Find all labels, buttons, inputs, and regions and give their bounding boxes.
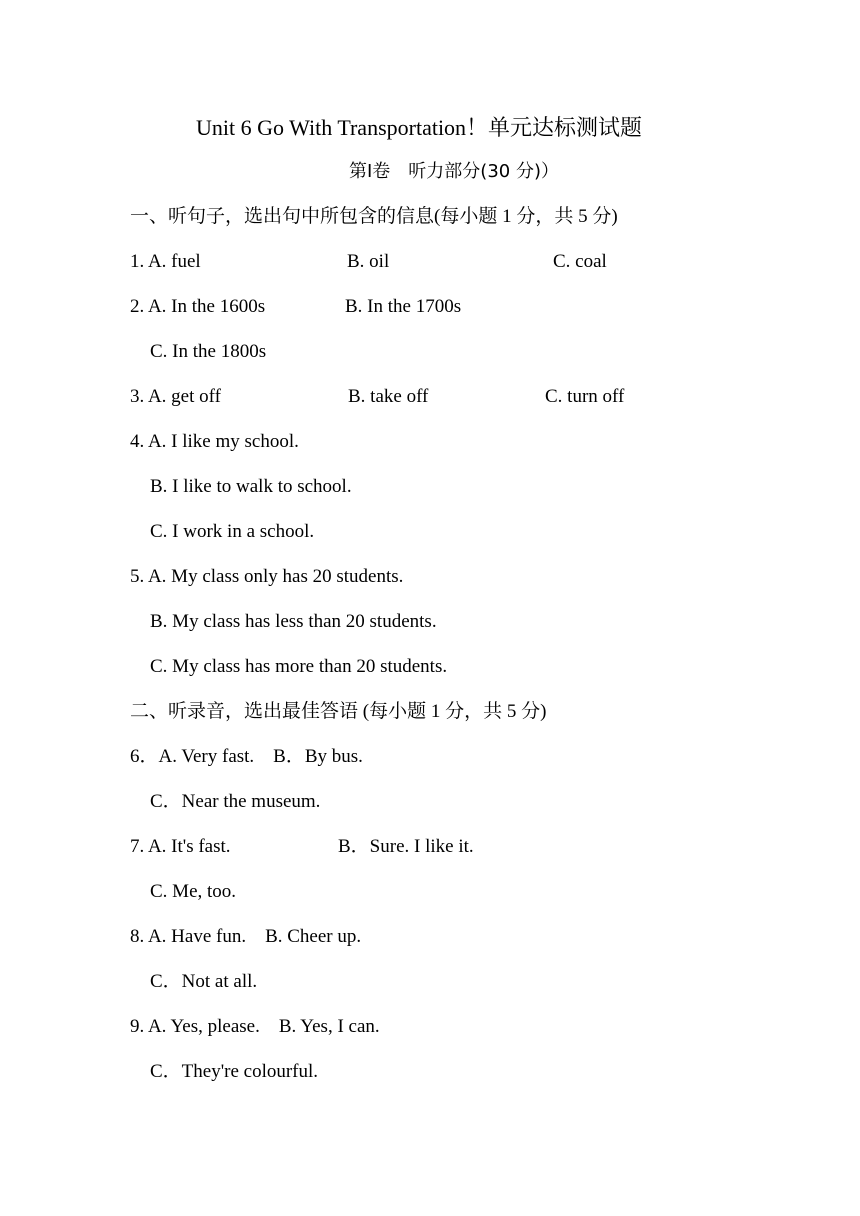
q4-option-a: 4. A. I like my school. [130,431,299,452]
q8-options-ab: 8. A. Have fun. B. Cheer up. [130,926,362,947]
q1-option-a: 1. A. fuel [130,251,201,272]
q6-option-c: C．Near the museum. [150,791,321,812]
q2-option-c: C. In the 1800s [150,341,267,362]
section2-heading: 二、听录音，选出最佳答语 (每小题 1 分，共 5 分) [130,701,547,722]
q7-option-c: C. Me, too. [150,881,237,902]
q3-option-a: 3. A. get off [130,386,221,407]
q5-option-a: 5. A. My class only has 20 students. [130,566,404,587]
q4-option-c: C. I work in a school. [150,521,315,542]
q5-option-c: C. My class has more than 20 students. [150,656,448,677]
q2-option-b: B. In the 1700s [345,296,462,317]
document-title: Unit 6 Go With Transportation！单元达标测试题 [196,115,643,140]
q3-option-c: C. turn off [545,386,625,407]
q1-option-c: C. coal [553,251,607,272]
q9-option-c: C．They're colourful. [150,1061,319,1082]
q7-option-b: B．Sure. I like it. [338,836,474,857]
q7-option-a: 7. A. It's fast. [130,836,231,857]
q1-option-b: B. oil [347,251,390,272]
q4-option-b: B. I like to walk to school. [150,476,352,497]
document-subtitle: 第Ⅰ卷 听力部分(30 分)） [349,161,559,182]
q9-options-ab: 9. A. Yes, please. B. Yes, I can. [130,1016,380,1037]
q8-option-c: C．Not at all. [150,971,258,992]
q2-option-a: 2. A. In the 1600s [130,296,266,317]
q6-options-ab: 6．A. Very fast. B．By bus. [130,746,363,767]
q5-option-b: B. My class has less than 20 students. [150,611,437,632]
q3-option-b: B. take off [348,386,429,407]
section1-heading: 一、听句子，选出句中所包含的信息(每小题 1 分，共 5 分) [130,206,618,227]
